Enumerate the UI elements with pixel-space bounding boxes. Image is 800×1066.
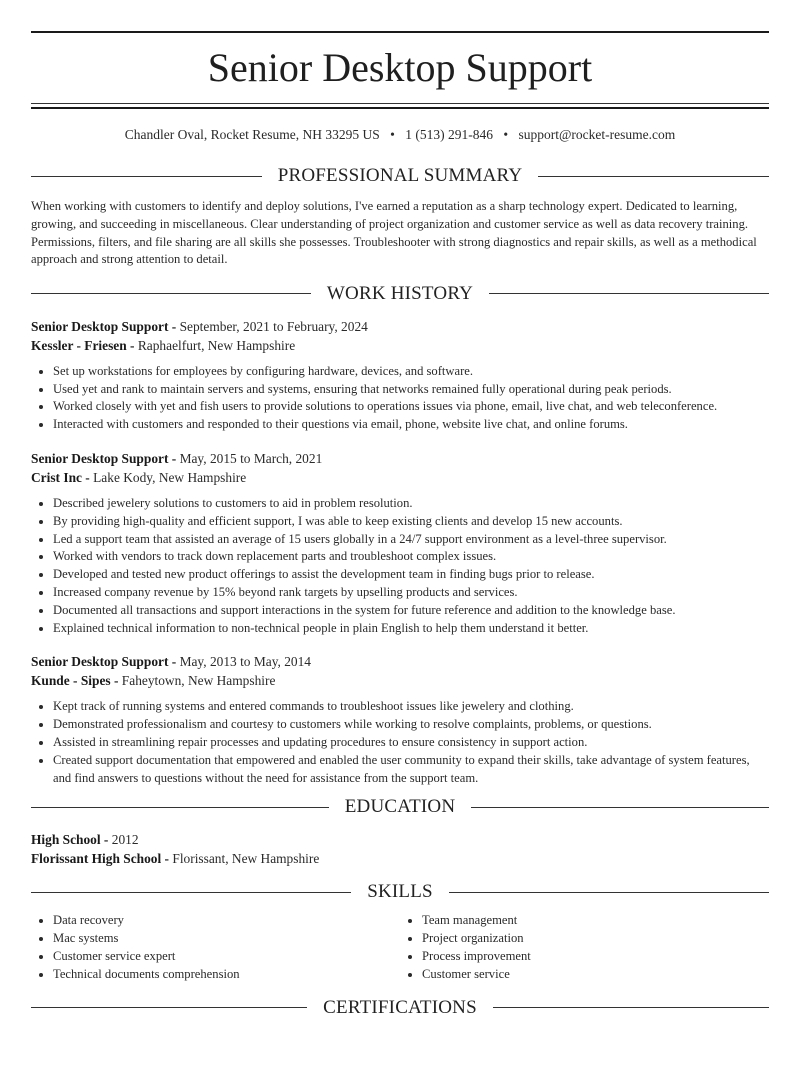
- job-location: Faheytown, New Hampshire: [121, 673, 276, 689]
- skill-item: • Data recovery: [53, 912, 400, 930]
- resume-page: [0, 31, 800, 1020]
- section-title: CERTIFICATIONS: [323, 996, 477, 1018]
- list-item: • By providing high-quality and efficient support, I was able to keep existing clients and develop 15 new accounts.: [53, 513, 769, 531]
- job-company-line: [31, 468, 769, 487]
- section-title: SKILLS: [367, 881, 433, 903]
- list-item: • Described jewelery solutions to customers to aid in problem resolution.: [53, 495, 769, 513]
- contact-line: [31, 126, 769, 144]
- job-entry: [31, 449, 769, 637]
- section-heading-summary: [31, 164, 769, 188]
- job-location: Lake Kody, New Hampshire: [93, 469, 247, 485]
- job-dates: May, 2013 to May, 2014: [179, 654, 311, 670]
- education-degree: High School -: [31, 832, 109, 848]
- skill-item: • Team management: [422, 912, 769, 930]
- contact-address: Chandler Oval, Rocket Resume, NH 33295 US: [124, 127, 380, 142]
- section-title: WORK HISTORY: [326, 282, 474, 304]
- heading-rule: [31, 293, 311, 294]
- list-item: • Set up workstations for employees by configuring hardware, devices, and software.: [53, 363, 769, 381]
- skill-item: • Customer service: [422, 966, 769, 984]
- rule-thick: [31, 107, 769, 109]
- job-bullets: [31, 698, 769, 787]
- skill-item: • Technical documents comprehension: [53, 966, 400, 984]
- job-bullets: [31, 363, 769, 434]
- list-item: • Documented all transactions and support interactions in the system for future reference and addition to the knowledge base.: [53, 602, 769, 620]
- heading-rule: [31, 176, 262, 177]
- section-title: EDUCATION: [344, 796, 456, 818]
- job-title-line: [31, 449, 769, 468]
- title-double-rule: [31, 103, 769, 109]
- heading-rule: [31, 1007, 307, 1008]
- education-location: Florissant, New Hampshire: [172, 851, 320, 867]
- list-item: • Assisted in streamlining repair processes and updating procedures to ensure consistency in support action.: [53, 734, 769, 752]
- resume-title: Senior Desktop Support: [207, 45, 593, 90]
- education-school-line: [31, 849, 769, 868]
- list-item: • Kept track of running systems and entered commands to troubleshoot issues like jewelery and clothing.: [53, 698, 769, 716]
- skill-item: • Mac systems: [53, 930, 400, 948]
- job-company-line: [31, 671, 769, 690]
- list-item: • Created support documentation that empowered and enabled the user community to expand their skills, take advantage of system features, and find answers to questions without the need for assistance from the support team.: [53, 752, 769, 788]
- education-degree-line: [31, 830, 769, 849]
- job-entry: [31, 317, 769, 434]
- job-dates: May, 2015 to March, 2021: [179, 450, 323, 466]
- job-title: Senior Desktop Support -: [31, 654, 177, 670]
- job-title: Senior Desktop Support -: [31, 318, 177, 334]
- list-item: • Interacted with customers and responded to their questions via email, phone, website live chat, and online forums.: [53, 416, 769, 434]
- section-title: PROFESSIONAL SUMMARY: [277, 165, 523, 186]
- education-school: Florissant High School -: [31, 851, 170, 867]
- contact-email[interactable]: support@rocket-resume.com: [518, 127, 676, 142]
- skill-item: • Customer service expert: [53, 948, 400, 966]
- job-company: Kessler - Friesen -: [31, 337, 135, 353]
- list-item: • Demonstrated professionalism and courtesy to customers while working to resolve complaints, problems, or questions.: [53, 716, 769, 734]
- job-title: Senior Desktop Support -: [31, 450, 177, 466]
- contact-phone: 1 (513) 291-846: [405, 127, 493, 142]
- skill-item: • Project organization: [422, 930, 769, 948]
- bullet-separator-icon: •: [503, 127, 509, 142]
- heading-rule: [489, 293, 769, 294]
- job-company-line: [31, 336, 769, 355]
- rule-thin: [31, 103, 769, 104]
- education-year: 2012: [111, 832, 139, 848]
- job-location: Raphaelfurt, New Hampshire: [137, 337, 296, 353]
- skills-list: [31, 912, 769, 983]
- skills-column-left: [31, 912, 400, 983]
- section-heading-certifications: [31, 996, 769, 1020]
- job-company: Kunde - Sipes -: [31, 673, 119, 689]
- education-entry: [31, 830, 769, 868]
- job-bullets: [31, 495, 769, 637]
- section-heading-skills: [31, 880, 769, 904]
- list-item: • Used yet and rank to maintain servers and systems, ensuring that networks remained fully operational during peak periods.: [53, 381, 769, 399]
- section-heading-work-history: [31, 282, 769, 306]
- job-title-line: [31, 317, 769, 336]
- job-title-line: [31, 652, 769, 671]
- skills-column-right: [400, 912, 769, 983]
- heading-rule: [493, 1007, 769, 1008]
- list-item: • Worked with vendors to track down replacement parts and troubleshoot complex issues.: [53, 548, 769, 566]
- list-item: • Led a support team that assisted an average of 15 users globally in a 24/7 support environment as a level-three supervisor.: [53, 531, 769, 549]
- summary-text: When working with customers to identify and deploy solutions, I've earned a reputation as a sharp technology expert. Dedicated to learning, growing, and succeeding in miscellaneous. Clear understanding of project organization and customer service as well as data recovery training. Permissions, filters, and file sharing are all skills she possesses. Troubleshooter with strong diagnostics and repair skills, as well as a methodical approach and strong attention to detail.: [31, 199, 757, 267]
- list-item: • Increased company revenue by 15% beyond rank targets by upselling products and services.: [53, 584, 769, 602]
- heading-rule: [471, 807, 769, 808]
- bullet-separator-icon: •: [390, 127, 395, 142]
- list-item: • Explained technical information to non-technical people in plain English to help them understand it better.: [53, 620, 769, 638]
- heading-rule: [449, 892, 769, 893]
- heading-rule: [31, 807, 329, 808]
- section-heading-education: [31, 795, 769, 819]
- job-entry: [31, 652, 769, 787]
- skill-item: • Process improvement: [422, 948, 769, 966]
- heading-rule: [538, 176, 769, 177]
- job-company: Crist Inc -: [31, 469, 90, 485]
- list-item: • Worked closely with yet and fish users to provide solutions to operations issues via phone, email, live chat, and web teleconference.: [53, 398, 769, 416]
- job-dates: September, 2021 to February, 2024: [179, 318, 368, 334]
- list-item: • Developed and tested new product offerings to assist the development team in finding bugs prior to release.: [53, 566, 769, 584]
- heading-rule: [31, 892, 351, 893]
